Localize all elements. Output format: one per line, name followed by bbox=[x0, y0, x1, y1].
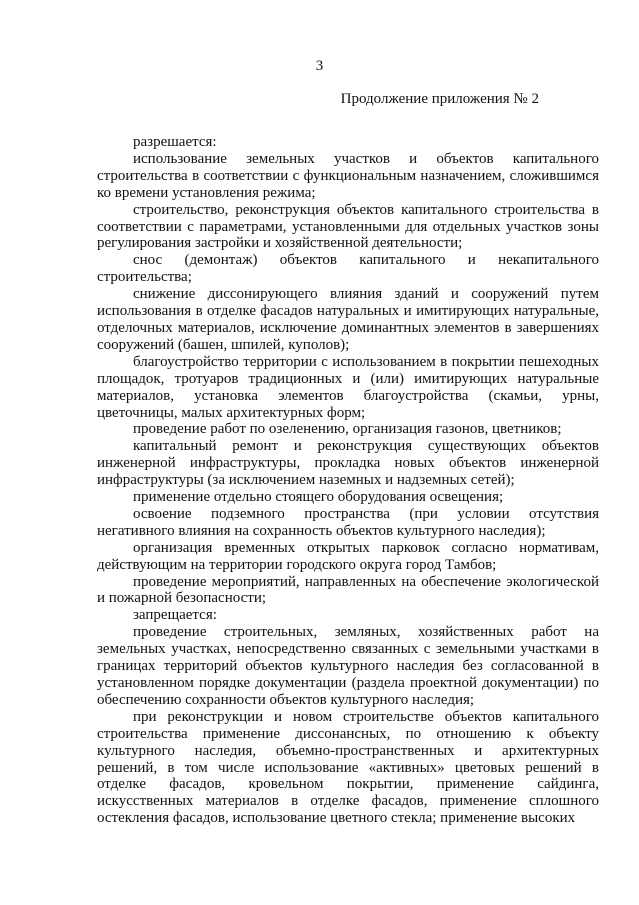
page-number: 3 bbox=[315, 58, 324, 74]
paragraph: строительство, реконструкция объектов капитального строительства в соответствии с параметрами, установленными для отдельных участков зоны регулирования застройки и хозяйственной деятельности; bbox=[97, 201, 599, 252]
paragraph: разрешается: bbox=[133, 134, 217, 150]
paragraph: организация временных открытых парковок согласно нормативам, действующим на территории городского округа город Тамбов; bbox=[97, 539, 599, 573]
paragraph: проведение мероприятий, направленных на обеспечение экологической и пожарной безопасности; bbox=[97, 573, 599, 607]
paragraph: применение отдельно стоящего оборудования освещения; bbox=[133, 489, 504, 506]
body-text bbox=[97, 134, 599, 827]
appendix-continuation-note: Продолжение приложения № 2 bbox=[340, 91, 539, 107]
paragraph: проведение строительных, земляных, хозяйственных работ на земельных участках, непосредственно связанных с земельными участками в границах территорий объектов культурного наследия без согласованной в установленном порядке документации (раздела проектной документации) по обеспечению сохранности объектов культурного наследия; bbox=[97, 624, 599, 708]
paragraph: проведение работ по озеленению, организация газонов, цветников; bbox=[133, 421, 562, 438]
paragraph: запрещается: bbox=[133, 607, 217, 624]
paragraph: капитальный ремонт и реконструкция существующих объектов инженерной инфраструктуры, прокладка новых объектов инженерной инфраструктуры (за исключением наземных и надземных сетей); bbox=[97, 438, 599, 489]
paragraph: снос (демонтаж) объектов капитального и некапитального строительства; bbox=[97, 252, 599, 286]
paragraph: благоустройство территории с использованием в покрытии пешеходных площадок, тротуаров традиционных и (или) имитирующих натуральные материалов, установка элементов благоустройства (скамьи, урны, цветочницы, малых архитектурных форм; bbox=[97, 353, 599, 421]
paragraph: освоение подземного пространства (при условии отсутствия негативного влияния на сохранность объектов культурного наследия); bbox=[97, 505, 599, 539]
paragraph: использование земельных участков и объектов капитального строительства в соответствии с функциональным назначением, сложившимся ко времени установления режима; bbox=[97, 150, 599, 201]
paragraph: при реконструкции и новом строительстве объектов капитального строительства применение диссонансных, по отношению к объекту культурного наследия, объемно-пространственных и архитектурных решений, в том числе использование «активных» цветовых решений в отделке фасадов, кровельном покрытии, применение сайдинга, искусственных материалов в отделке фасадов, применение сплошного остекления фасадов, использование цветного стекла; применение высоких bbox=[97, 708, 599, 827]
paragraph: снижение диссонирующего влияния зданий и сооружений путем использования в отделке фасадов натуральных и имитирующих натуральные, отделочных материалов, исключение доминантных элементов в завершениях сооружений (башен, шпилей, куполов); bbox=[97, 286, 599, 353]
